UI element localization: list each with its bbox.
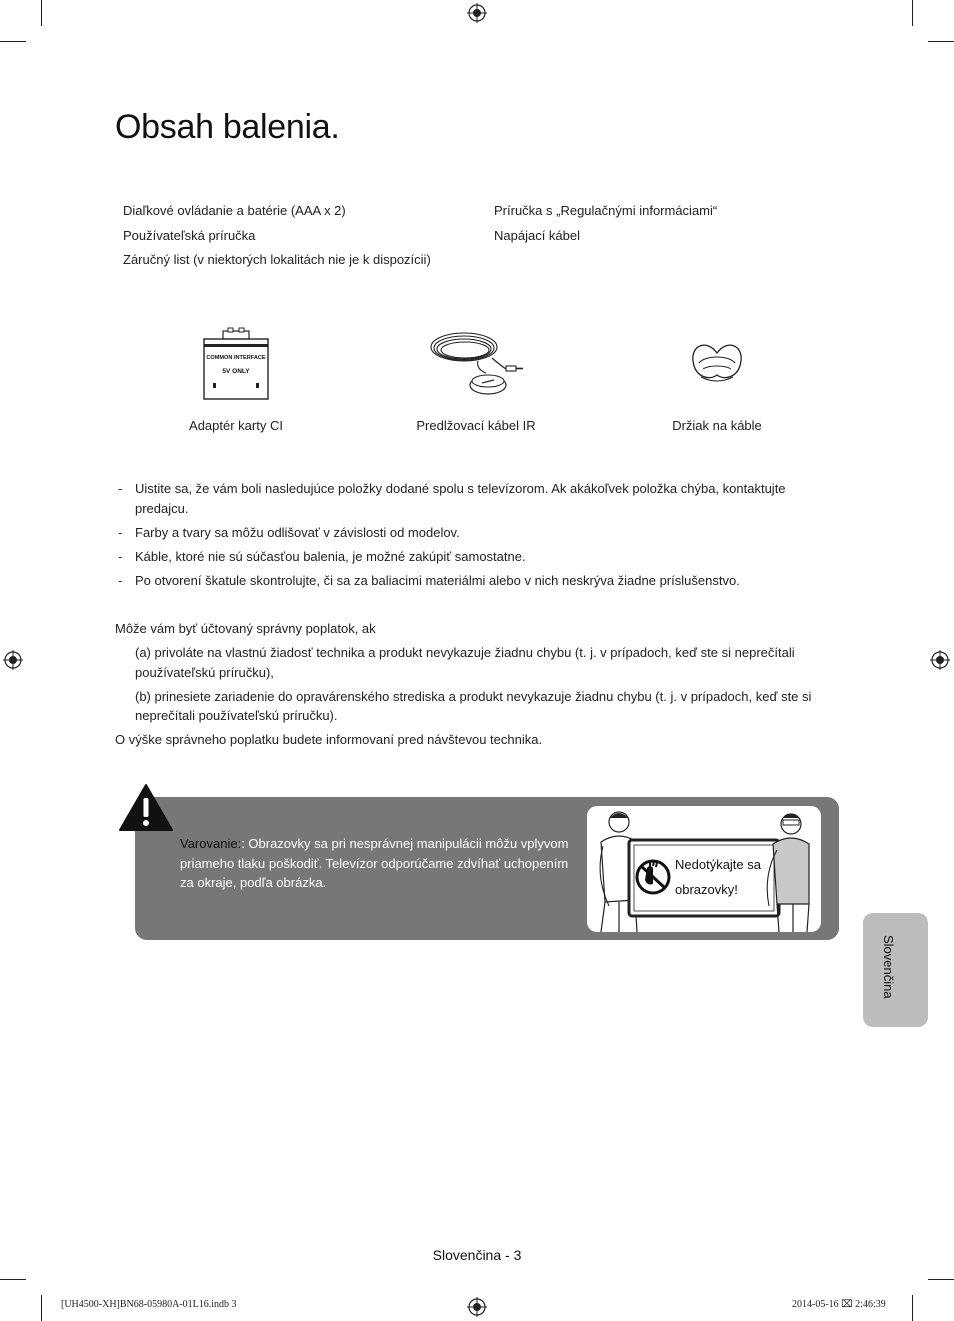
warning-triangle-icon (118, 783, 174, 833)
crop-mark (41, 0, 42, 26)
accessory-ci-adapter (136, 325, 336, 433)
ci-card-adapter-icon (196, 325, 276, 405)
print-slug-right: 2014-05-16 ⌧ 2:46:39 (792, 1299, 886, 1310)
crop-mark (0, 1279, 26, 1280)
registration-mark-icon (3, 650, 23, 670)
registration-mark-icon (930, 650, 950, 670)
no-touch-sign-text (675, 852, 761, 902)
crop-mark (928, 1279, 954, 1280)
page-title: Obsah balenia. (115, 108, 340, 146)
accessory-label: Adaptér karty CI (189, 418, 283, 433)
notes-list (115, 479, 815, 595)
warning-text (180, 834, 575, 893)
list-item: - Uistite sa, že vám boli nasledujúce položky dodané spolu s televízorom. Ak akákoľvek položka chýba, kontaktujte predajcu. (115, 479, 815, 518)
print-slug-left: [UH4500-XH]BN68-05980A-01L16.indb 3 (61, 1299, 237, 1310)
list-item: - Farby a tvary sa môžu odlišovať v závislosti od modelov. (115, 523, 815, 543)
handling-illustration (587, 806, 821, 932)
list-item: Používateľská príručka (123, 227, 256, 243)
list-item: Diaľkové ovládanie a batérie (AAA x 2) (123, 203, 346, 218)
crop-mark (0, 41, 26, 42)
crop-mark (41, 1295, 42, 1321)
list-item: Napájací kábel (494, 227, 580, 243)
accessory-label: Predlžovací kábel IR (416, 418, 536, 433)
crop-mark (912, 0, 913, 26)
crop-mark (928, 41, 954, 42)
cable-holder-icon (677, 325, 757, 405)
page-number: Slovenčina - 3 (432, 1247, 522, 1263)
list-item: Príručka s „Regulačnými informáciami“ (494, 203, 718, 218)
list-item: - Po otvorení škatule skontrolujte, či sa za baliacimi materiálmi alebo v nich neskrýva žiadne príslušenstvo. (115, 571, 815, 591)
sign-line: Nedotýkajte sa (675, 857, 761, 872)
accessory-cable-holder (617, 325, 817, 433)
fee-outro: O výške správneho poplatku budete informovaní pred návštevou technika. (115, 732, 543, 747)
side-tab-label: Slovenčina (881, 935, 896, 999)
fee-section (115, 619, 815, 750)
package-items-left (123, 199, 431, 273)
fee-case-a: (a) privoláte na vlastnú žiadosť technika a produkt nevykazuje žiadnu chybu (t. j. v prípadoch, keď ste si neprečítali používateľskú príručku), (135, 645, 795, 680)
warning-label: Varovanie: (180, 836, 242, 851)
sign-line: obrazovky! (675, 882, 738, 897)
registration-mark-icon (467, 3, 487, 23)
language-side-tab (863, 913, 928, 1027)
fee-case-b: (b) prinesiete zariadenie do opravárenského strediska a produkt nevykazuje žiadnu chybu (t. j. v prípadoch, keď ste si neprečítali používateľskú príručku). (135, 688, 812, 723)
ci-print-line1: COMMON INTERFACE (206, 355, 266, 361)
accessory-label: Držiak na káble (672, 418, 762, 433)
registration-mark-icon (467, 1297, 487, 1317)
list-item: Záručný list (v niektorých lokalitách nie je k dispozícii) (123, 252, 431, 267)
list-item: - Káble, ktoré nie sú súčasťou balenia, je možné zakúpiť samostatne. (115, 547, 815, 567)
accessory-ir-cable (376, 325, 576, 433)
ir-extension-cable-icon (426, 325, 526, 405)
package-items-right (494, 199, 717, 248)
warning-body: : Obrazovky sa pri nesprávnej manipulácii môžu vplyvom priameho tlaku poškodiť. Televízor odporúčame zdvíhať uchopením za okraje, podľa obrázka. (180, 836, 569, 890)
crop-mark (912, 1295, 913, 1321)
ci-print-line2: 5V ONLY (222, 368, 250, 375)
fee-intro: Môže vám byť účtovaný správny poplatok, ak (115, 621, 376, 636)
